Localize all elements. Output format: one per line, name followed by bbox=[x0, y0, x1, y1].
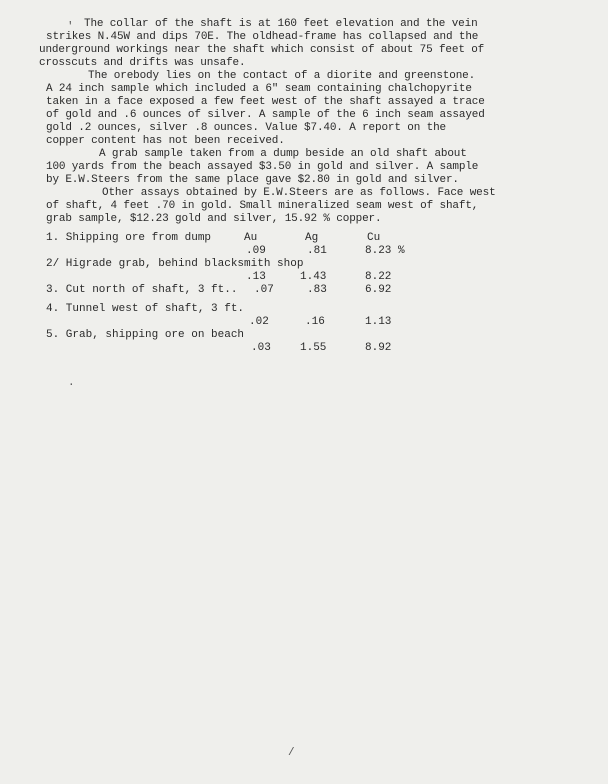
paragraph-1-line-3: underground workings near the shaft which consist of about 75 feet of bbox=[39, 44, 485, 56]
row-3-cu: 6.92 bbox=[365, 284, 392, 296]
paragraph-3-line-1: A grab sample taken from a dump beside an old shaft about bbox=[99, 148, 467, 160]
header-ag: Ag bbox=[305, 232, 319, 244]
row-1-cu: 8.23 % bbox=[365, 245, 405, 257]
paragraph-1-line-1: The collar of the shaft is at 160 feet elevation and the vein bbox=[84, 18, 478, 30]
row-3-label: 3. Cut north of shaft, 3 ft.. bbox=[46, 284, 238, 296]
row-4-label: 4. Tunnel west of shaft, 3 ft. bbox=[46, 303, 245, 315]
row-4-cu: 1.13 bbox=[365, 316, 392, 328]
paragraph-2-line-1: The orebody lies on the contact of a diorite and greenstone. bbox=[88, 70, 476, 82]
paragraph-2-line-4: of gold and .6 ounces of silver. A sample of the 6 inch seam assayed bbox=[46, 109, 485, 121]
row-2-au: .13 bbox=[246, 271, 266, 283]
paragraph-3-line-3: by E.W.Steers from the same place gave $2.80 in gold and silver. bbox=[46, 174, 459, 186]
stray-mark: / bbox=[288, 747, 295, 759]
paragraph-1-line-2: strikes N.45W and dips 70E. The oldhead-frame has collapsed and the bbox=[46, 31, 479, 43]
stray-mark: ' bbox=[67, 21, 74, 33]
row-5-ag: 1.55 bbox=[300, 342, 327, 354]
paragraph-4-line-1: Other assays obtained by E.W.Steers are as follows. Face west bbox=[102, 187, 496, 199]
row-1-ag: .81 bbox=[307, 245, 327, 257]
paragraph-3-line-2: 100 yards from the beach assayed $3.50 in gold and silver. A sample bbox=[46, 161, 479, 173]
row-5-label: 5. Grab, shipping ore on beach bbox=[46, 329, 245, 341]
row-5-au: .03 bbox=[251, 342, 271, 354]
paragraph-4-line-2: of shaft, 4 feet .70 in gold. Small mineralized seam west of shaft, bbox=[46, 200, 479, 212]
row-3-ag: .83 bbox=[307, 284, 327, 296]
paragraph-4-line-3: grab sample, $12.23 gold and silver, 15.92 % copper. bbox=[46, 213, 382, 225]
paragraph-2-line-5: gold .2 ounces, silver .8 ounces. Value $7.40. A report on the bbox=[46, 122, 446, 134]
paragraph-2-line-2: A 24 inch sample which included a 6" seam containing chalchopyrite bbox=[46, 83, 472, 95]
row-5-cu: 8.92 bbox=[365, 342, 392, 354]
row-4-au: .02 bbox=[249, 316, 269, 328]
row-1-au: .09 bbox=[246, 245, 266, 257]
row-4-ag: .16 bbox=[305, 316, 325, 328]
header-cu: Cu bbox=[367, 232, 381, 244]
row-2-ag: 1.43 bbox=[300, 271, 327, 283]
paragraph-2-line-3: taken in a face exposed a few feet west of the shaft assayed a trace bbox=[46, 96, 485, 108]
row-2-label: 2/ Higrade grab, behind blacksmith shop bbox=[46, 258, 304, 270]
paragraph-1-line-4: crosscuts and drifts was unsafe. bbox=[39, 57, 246, 69]
header-au: Au bbox=[244, 232, 258, 244]
stray-mark: . bbox=[68, 377, 75, 389]
row-2-cu: 8.22 bbox=[365, 271, 392, 283]
paragraph-2-line-6: copper content has not been received. bbox=[46, 135, 285, 147]
row-3-au: .07 bbox=[254, 284, 274, 296]
row-1-label: 1. Shipping ore from dump bbox=[46, 232, 212, 244]
